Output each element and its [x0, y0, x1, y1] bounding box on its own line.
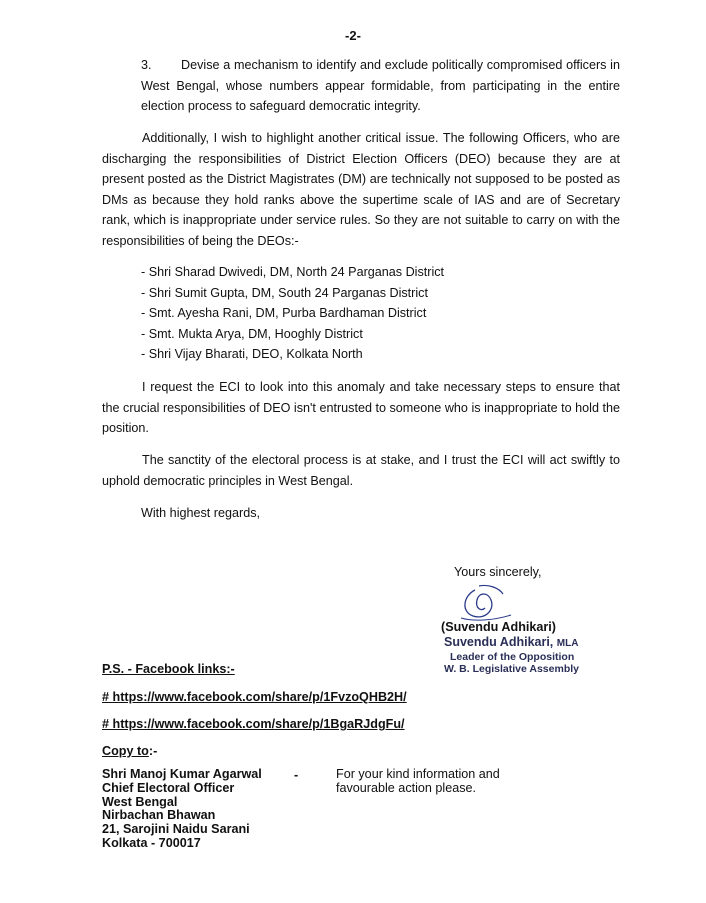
regards: With highest regards,	[141, 506, 260, 520]
item-number: 3.	[141, 58, 152, 72]
paragraph-additionally: Additionally, I wish to highlight another critical issue. The following Officers, who are discharging the responsibilities of District Election Officers (DEO) because they are at present posted as the District Magistrates (DM) are technically not supposed to be posted as DMs as because they hold ranks above the supertime scale of IAS and are of Secretary rank, which is inappropriate under service rules. So they are not suitable to carry on with the responsibilities of being the DEOs:-	[102, 131, 620, 248]
paragraph-request: I request the ECI to look into this anomaly and take necessary steps to ensure that the crucial responsibilities of DEO isn't entrusted to someone who is inappropriate to hold the position.	[102, 380, 620, 436]
stamp-name: Suvendu Adhikari,	[444, 635, 554, 649]
address-line: Chief Electoral Officer	[102, 780, 235, 795]
copy-to-heading	[102, 744, 157, 758]
address-line: West Bengal	[102, 794, 178, 809]
demand-item-3	[141, 55, 620, 117]
address-line: Nirbachan Bhawan	[102, 808, 216, 823]
signature-image	[455, 582, 515, 624]
official-stamp	[444, 636, 579, 676]
separator-dash: -	[294, 768, 299, 782]
officer-item: - Shri Sumit Gupta, DM, South 24 Parganas District	[141, 285, 428, 300]
recipient-address	[102, 768, 262, 851]
officer-item: - Smt. Ayesha Rani, DM, Purba Bardhaman District	[141, 306, 427, 321]
stamp-assembly: W. B. Legislative Assembly	[444, 663, 579, 675]
facebook-link[interactable]: # https://www.facebook.com/share/p/1FvzoQHB2H/	[102, 690, 407, 704]
copy-to-label: Copy to	[102, 744, 149, 758]
officer-item: - Smt. Mukta Arya, DM, Hooghly District	[141, 326, 363, 341]
action-line: favourable action please.	[336, 780, 477, 795]
officer-item: - Shri Vijay Bharati, DEO, Kolkata North	[141, 347, 363, 362]
action-note	[336, 768, 500, 796]
signatory-name: (Suvendu Adhikari)	[441, 620, 556, 634]
page-number: -2-	[345, 28, 361, 43]
closing: Yours sincerely,	[454, 565, 542, 579]
action-line: For your kind information and	[336, 767, 500, 781]
paragraph-sanctity: The sanctity of the electoral process is at stake, and I trust the ECI will act swiftly to uphold democratic principles in West Bengal.	[102, 453, 620, 488]
item-text: Devise a mechanism to identify and exclude politically compromised officers in West Bengal, whose numbers appear formidable, from participating in the entire election process to safeguard democratic integrity.	[141, 58, 620, 114]
ps-heading: P.S. - Facebook links:-	[102, 662, 235, 676]
officer-list	[141, 262, 444, 365]
officer-item: - Shri Sharad Dwivedi, DM, North 24 Parganas District	[141, 265, 445, 279]
address-line: 21, Sarojini Naidu Sarani	[102, 822, 250, 837]
copy-to-suffix: :-	[148, 744, 158, 758]
facebook-link[interactable]: # https://www.facebook.com/share/p/1BgaRJdgFu/	[102, 717, 405, 731]
stamp-suffix: MLA	[556, 638, 579, 649]
address-line: Shri Manoj Kumar Agarwal	[102, 767, 262, 781]
address-line: Kolkata - 700017	[102, 835, 201, 850]
stamp-title: Leader of the Opposition	[450, 650, 575, 663]
